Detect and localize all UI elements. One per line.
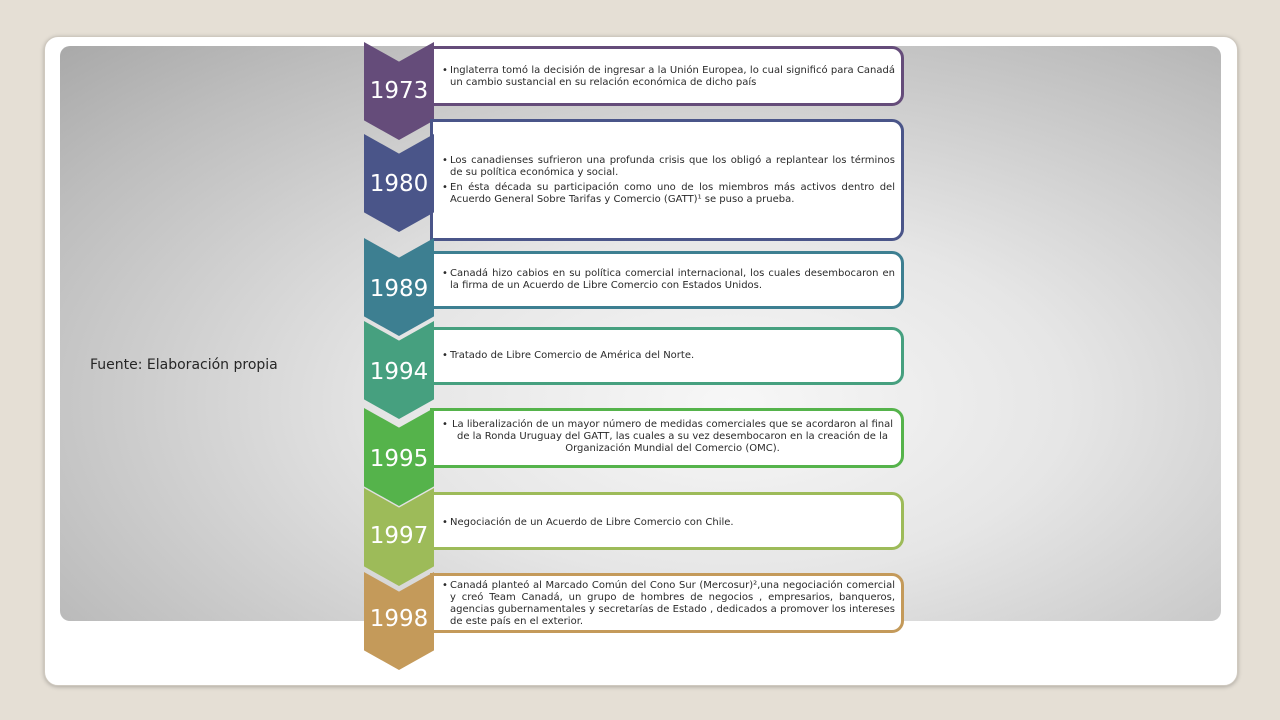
timeline-year-label: 1997: [369, 523, 429, 549]
timeline-year-label: 1980: [369, 171, 429, 197]
timeline-year-label: 1973: [369, 78, 429, 104]
timeline-card-item: • La liberalización de un mayor número de medidas comerciales que se acordaron al final de la Ronda Uruguay del GATT, las cuales a su vez desembocaron en la creación de la Organización Mundial del Comercio (OMC).: [441, 419, 895, 455]
timeline-card-item: • En ésta década su participación como uno de los miembros más activos dentro del Acuerdo General Sobre Tarifas y Comercio (GATT)¹ se puso a prueba.: [441, 182, 895, 206]
timeline-card-1994: [430, 327, 904, 385]
timeline-card-item: • Canadá planteó al Marcado Común del Cono Sur (Mercosur)²,una negociación comercial y creó Team Canadá, un grupo de hombres de negocios , empresarios, banqueros, agencias gubernamentales y secretarías de Estado , dedicados a promover los intereses de este país en el exterior.: [441, 580, 895, 628]
timeline-year-label: 1994: [369, 359, 429, 385]
timeline-card-1973: [430, 46, 904, 106]
timeline-card-1997: [430, 492, 904, 550]
timeline-year-label: 1995: [369, 446, 429, 472]
timeline-card-item: • Tratado de Libre Comercio de América del Norte.: [441, 350, 895, 362]
timeline-card-1995: [430, 408, 904, 468]
timeline-card-1980: [430, 119, 904, 241]
timeline-card-1989: [430, 251, 904, 309]
timeline-year-label: 1998: [369, 606, 429, 632]
timeline-card-item: • Negociación de un Acuerdo de Libre Comercio con Chile.: [441, 517, 895, 529]
timeline-year-label: 1989: [369, 276, 429, 302]
timeline-card-item: • Los canadienses sufrieron una profunda crisis que los obligó a replantear los términos de su política económica y social.: [441, 155, 895, 179]
timeline-card-1998: [430, 573, 904, 633]
timeline-card-item: • Inglaterra tomó la decisión de ingresar a la Unión Europea, lo cual significó para Canadá un cambio sustancial en su relación económica de dicho país: [441, 65, 895, 89]
timeline-card-item: • Canadá hizo cabios en su política comercial internacional, los cuales desembocaron en la firma de un Acuerdo de Libre Comercio con Estados Unidos.: [441, 268, 895, 292]
source-label: Fuente: Elaboración propia: [90, 357, 278, 373]
